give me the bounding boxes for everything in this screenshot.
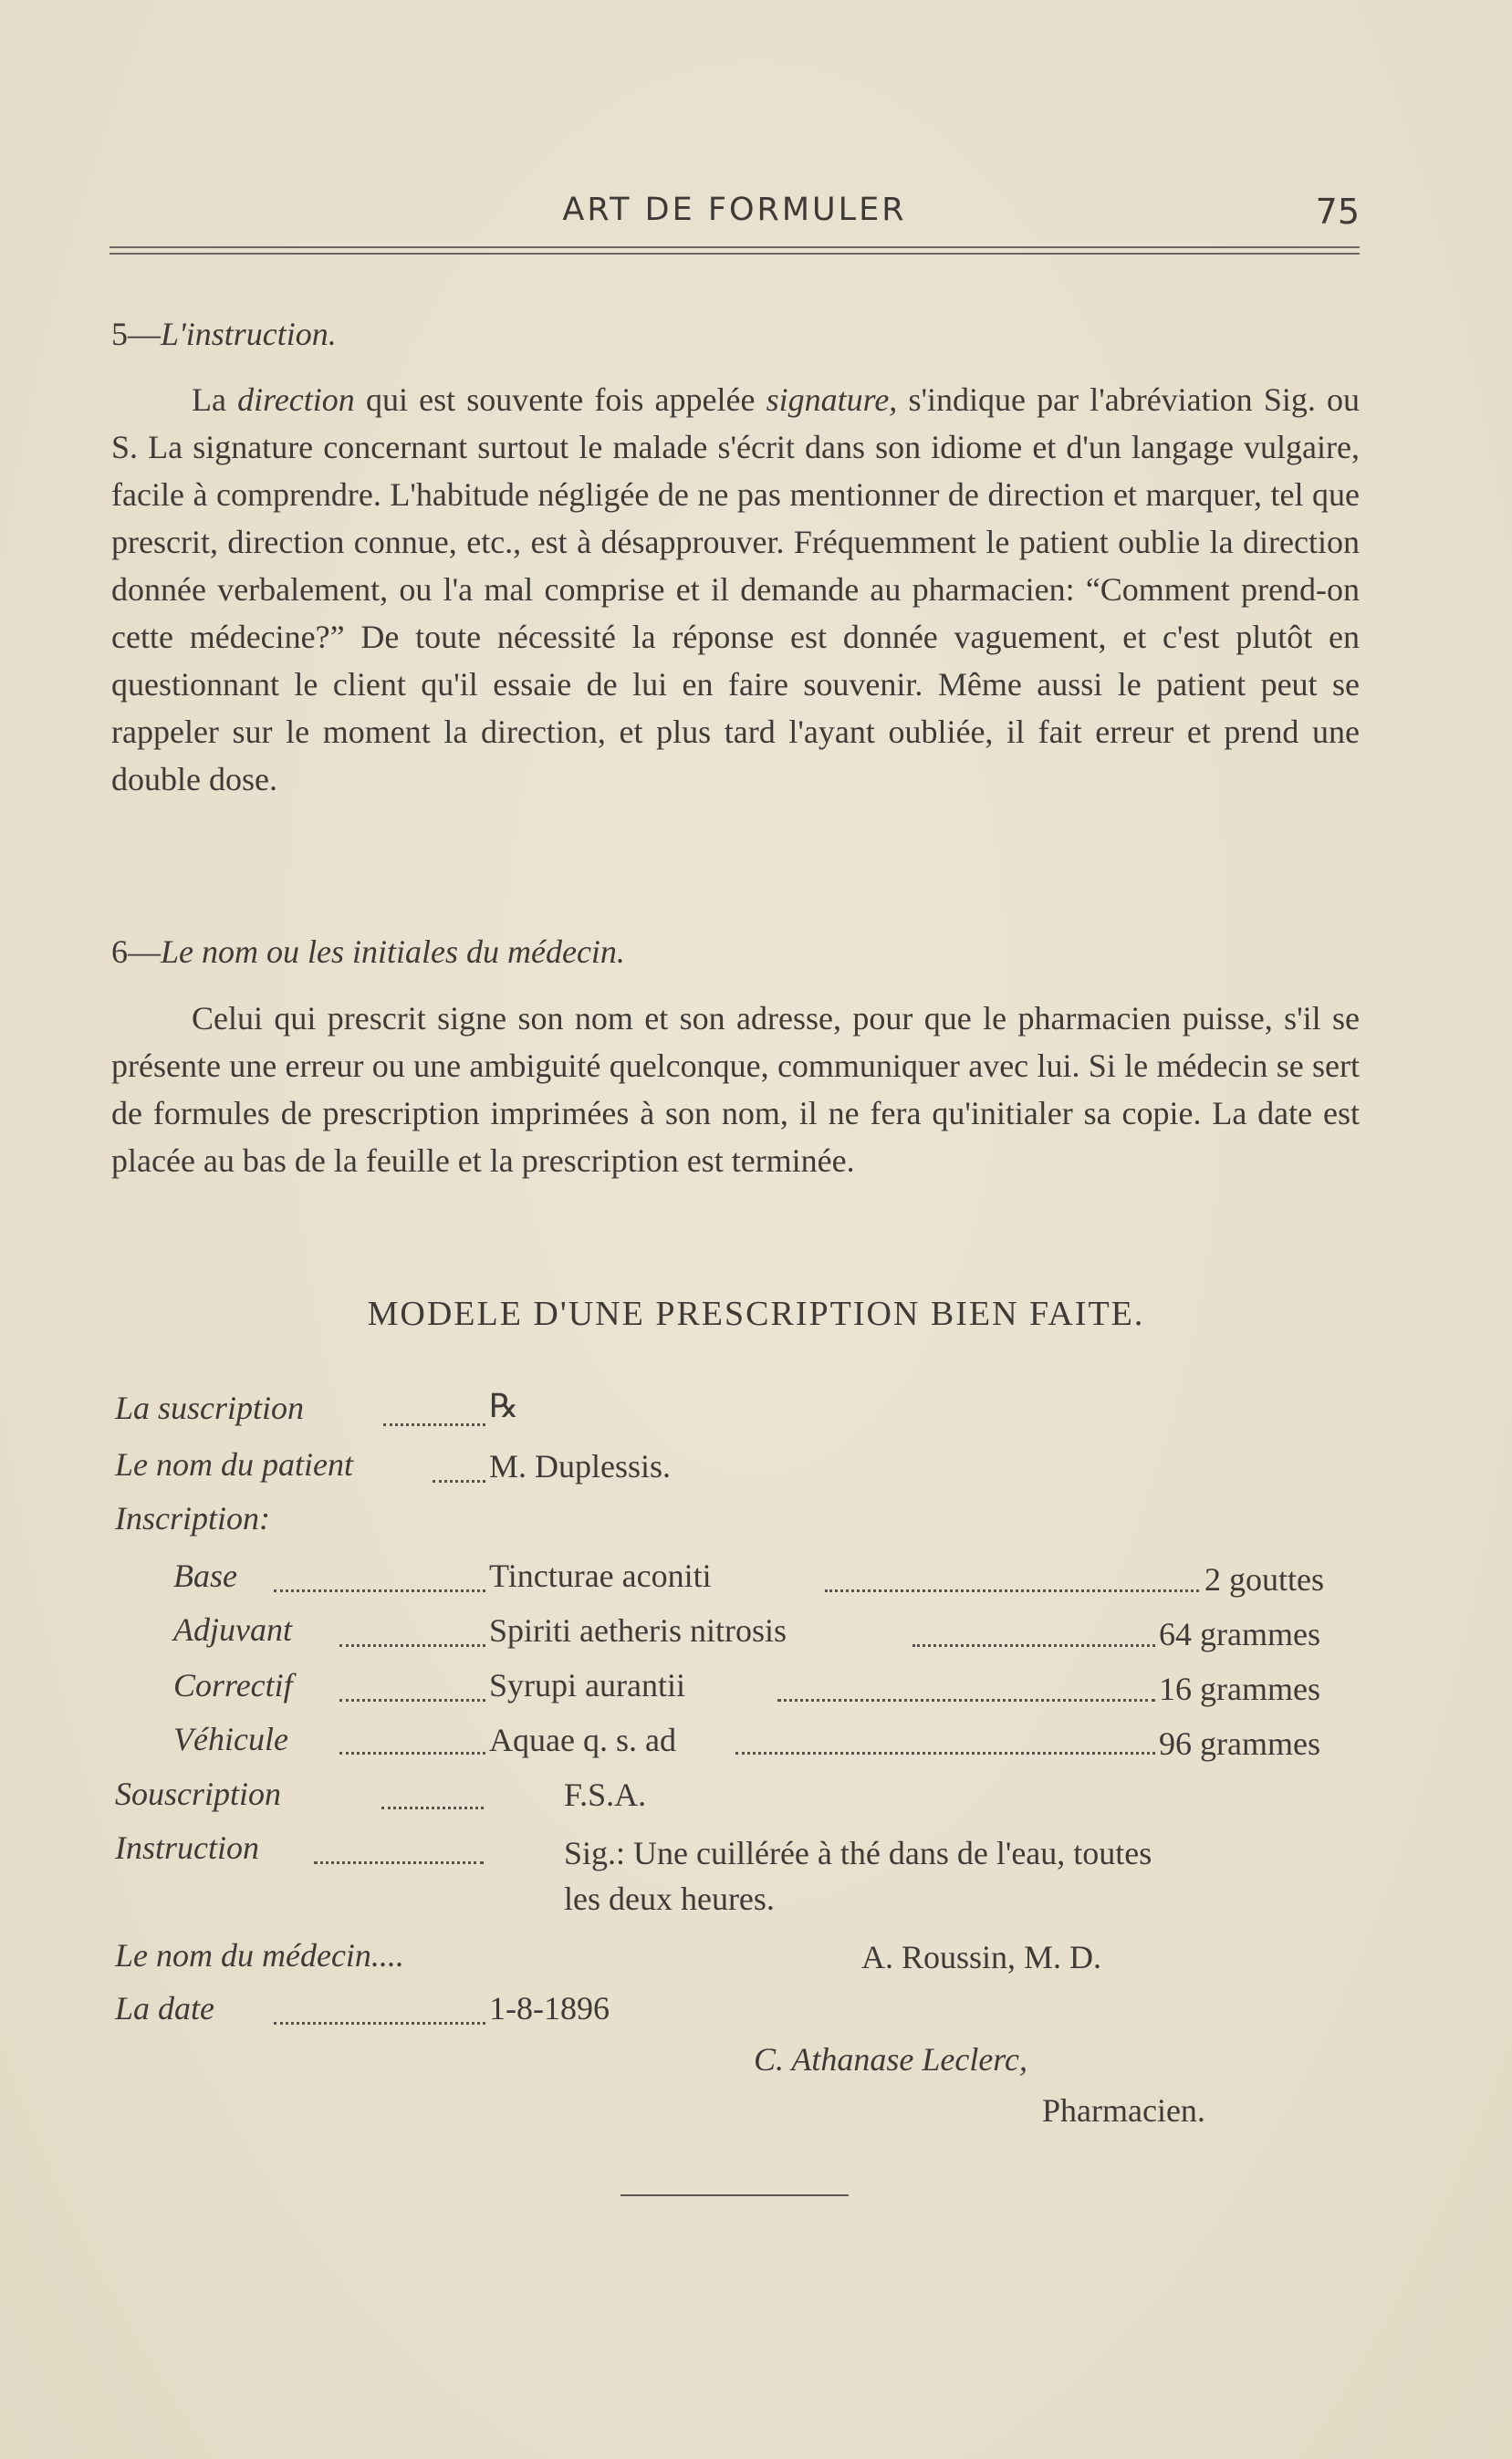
instruction-label: Instruction <box>115 1829 259 1866</box>
vehicule-ingredient: Aquae q. s. ad <box>489 1722 676 1758</box>
section-6-heading <box>111 933 625 971</box>
leader-dots <box>381 1807 484 1809</box>
leader-dots <box>777 1699 1155 1702</box>
text-run: qui est souvente fois appelée <box>354 381 766 418</box>
leader-dots <box>339 1752 485 1755</box>
leader-dots <box>339 1699 485 1702</box>
page-number: 75 <box>1315 192 1360 232</box>
text-run: s'indique par l'abréviation Sig. ou S. La signature concernant surtout le malade s'écrit dans son idiome et d'un langage vulgaire, facile à comprendre. L'habitude négligée de ne pas mentionner de direction et marquer, tel que prescrit, direction connue, etc., est à désapprouver. Fréquemment le patient oublie la direction donnée verbalement, ou l'a mal comprise et il demande au pharmacien: “Comment prend-on cette médecine?” De toute nécessité la réponse est donnée vaguement, et c'est plutôt en questionnant le client qu'il essaie de lui en faire souvenir. Même aussi le patient peut se rappeler sur le moment la direction, et plus tard l'ayant oubliée, il fait erreur et prend une double dose. <box>111 381 1361 797</box>
patient-name: M. Duplessis. <box>489 1448 672 1485</box>
header-double-rule <box>109 246 1360 255</box>
end-rule <box>620 2194 849 2196</box>
section-6-body <box>111 995 1360 1184</box>
base-label: Base <box>173 1558 237 1594</box>
adjuvant-ingredient: Spiriti aetheris nitrosis <box>489 1612 787 1649</box>
section-5-body <box>111 376 1360 803</box>
text-run: La <box>192 381 238 418</box>
leader-dots <box>825 1589 1199 1592</box>
running-header <box>109 192 1360 237</box>
section-6-paragraph: Celui qui prescrit signe son nom et son adresse, pour que le pharmacien puisse, s'il se présente une erreur ou une ambiguité quelconque, communiquer avec lui. Si le médecin se sert de formules de prescription imprimées à son nom, il ne fera qu'initialer sa copie. La date est placée au bas de la feuille et la prescription est terminée. <box>111 1000 1360 1179</box>
leader-dots <box>314 1861 484 1864</box>
suscription-label: La suscription <box>115 1390 305 1426</box>
leader-dots <box>339 1644 485 1647</box>
patient-label: Le nom du patient <box>115 1446 353 1483</box>
correctif-label: Correctif <box>173 1667 293 1704</box>
physician-name: A. Roussin, M. D. <box>861 1939 1102 1975</box>
base-ingredient: Tincturae aconiti <box>489 1558 712 1594</box>
inscription-label: Inscription: <box>115 1500 270 1537</box>
section-6-title: Le nom ou les initiales du médecin. <box>161 933 625 970</box>
model-title: MODELE D'UNE PRESCRIPTION BIEN FAITE. <box>367 1295 1145 1333</box>
date-label: La date <box>115 1990 215 2027</box>
correctif-quantity: 16 grammes <box>1159 1671 1320 1707</box>
leader-dots <box>383 1423 485 1426</box>
vehicule-label: Véhicule <box>173 1721 288 1757</box>
pharmacist-title: Pharmacien. <box>1042 2092 1205 2129</box>
leader-dots <box>274 2022 485 2025</box>
date-value: 1-8-1896 <box>489 1990 610 2027</box>
instruction-line-2: les deux heures. <box>564 1881 775 1917</box>
header-title: ART DE FORMULER <box>562 192 907 228</box>
italic-term: signature, <box>766 381 898 418</box>
leader-dots <box>735 1752 1155 1755</box>
adjuvant-label: Adjuvant <box>173 1611 292 1648</box>
instruction-line-1: Sig.: Une cuillérée à thé dans de l'eau, toutes <box>564 1835 1152 1871</box>
suscription-symbol: ℞ <box>489 1388 519 1424</box>
section-5-number: 5— <box>111 316 161 352</box>
souscription-label: Souscription <box>115 1776 282 1812</box>
section-6-number: 6— <box>111 933 161 970</box>
adjuvant-quantity: 64 grammes <box>1159 1616 1320 1652</box>
leader-dots <box>274 1589 485 1592</box>
leader-dots <box>433 1480 485 1483</box>
vehicule-quantity: 96 grammes <box>1159 1725 1320 1762</box>
souscription-value: F.S.A. <box>564 1777 647 1813</box>
italic-term: direction <box>237 381 355 418</box>
section-5-title: L'instruction. <box>161 316 337 352</box>
base-quantity: 2 gouttes <box>1204 1561 1324 1598</box>
leader-dots <box>912 1644 1155 1647</box>
section-5-paragraph <box>111 376 1360 803</box>
section-5-heading <box>111 315 337 353</box>
physician-label: Le nom du médecin.... <box>115 1937 404 1974</box>
pharmacist-name: C. Athanase Leclerc, <box>754 2041 1027 2078</box>
correctif-ingredient: Syrupi aurantii <box>489 1667 685 1704</box>
